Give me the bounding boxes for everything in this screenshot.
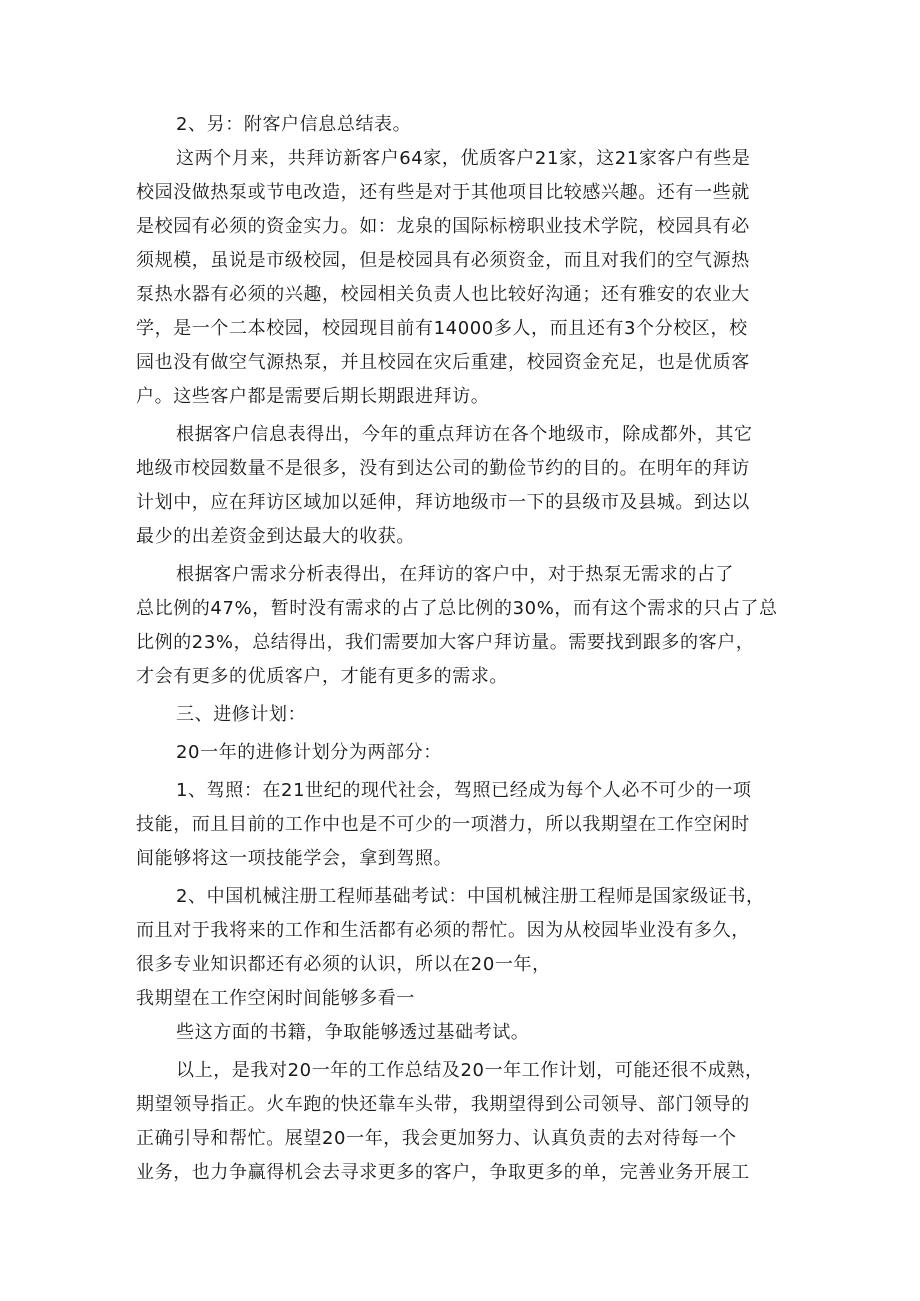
text-line: 2、另：附客户信息总结表。 <box>176 114 412 135</box>
text-line: 20一年的进修计划分为两部分： <box>176 742 442 763</box>
text-line: 园也没有做空气源热泵，并且校园在灾后重建，校园资金充足，也是优质客 <box>136 352 750 373</box>
text-line: 1、驾照：在21世纪的现代社会，驾照已经成为每个人必不可少的一项 <box>176 780 752 801</box>
text-line: 户。这些客户都是需要后期长期跟进拜访。 <box>136 386 490 407</box>
text-line: 才会有更多的优质客户，才能有更多的需求。 <box>136 666 508 687</box>
text-line: 期望领导指正。火车跑的快还靠车头带，我期望得到公司领导、部门领导的 <box>136 1094 750 1115</box>
text-line: 须规模，虽说是市级校园，但是校园具有必须资金，而且对我们的空气源热 <box>136 250 750 271</box>
text-line: 正确引导和帮忙。展望20一年，我会更加努力、认真负责的去对待每一个 <box>136 1128 737 1149</box>
text-line: 学，是一个二本校园，校园现目前有14000多人，而且还有3个分校区，校 <box>136 318 748 339</box>
text-line: 地级市校园数量不是很多，没有到达公司的勤俭节约的目的。在明年的拜访 <box>136 458 750 479</box>
text-line: 很多专业知识都还有必须的认识，所以在20一年， <box>136 954 551 975</box>
text-line: 这两个月来，共拜访新客户64家，优质客户21家，这21家客户有些是 <box>176 148 751 169</box>
text-line: 泵热水器有必须的兴趣，校园相关负责人也比较好沟通；还有雅安的农业大 <box>136 284 750 305</box>
text-line: 以上，是我对20一年的工作总结及20一年工作计划，可能还很不成熟， <box>176 1060 764 1081</box>
text-line: 根据客户需求分析表得出，在拜访的客户中，对于热泵无需求的占了 <box>176 564 734 585</box>
text-line: 最少的出差资金到达最大的收获。 <box>136 526 415 547</box>
text-line: 校园没做热泵或节电改造，还有些是对于其他项目比较感兴趣。还有一些就 <box>136 182 750 203</box>
text-line: 些这方面的书籍，争取能够透过基础考试。 <box>176 1022 530 1043</box>
text-line: 比例的23%，总结得出，我们需要加大客户拜访量。需要找到跟多的客户， <box>136 632 755 653</box>
text-line: 业务，也力争赢得机会去寻求更多的客户，争取更多的单，完善业务开展工 <box>136 1162 750 1183</box>
text-line: 我期望在工作空闲时间能够多看一 <box>136 988 415 1009</box>
text-line: 间能够将这一项技能学会，拿到驾照。 <box>136 848 453 869</box>
section-heading: 三、进修计划： <box>176 704 307 725</box>
text-line: 总比例的47%，暂时没有需求的占了总比例的30%，而有这个需求的只占了总 <box>136 598 778 619</box>
text-line: 2、中国机械注册工程师基础考试：中国机械注册工程师是国家级证书， <box>176 886 765 907</box>
text-line: 计划中，应在拜访区域加以延伸，拜访地级市一下的县级市及县城。到达以 <box>136 492 750 513</box>
text-line: 根据客户信息表得出，今年的重点拜访在各个地级市，除成都外，其它 <box>176 424 753 445</box>
text-line: 是校园有必须的资金实力。如：龙泉的国际标榜职业技术学院，校园具有必 <box>136 216 750 237</box>
text-line: 而且对于我将来的工作和生活都有必须的帮忙。因为从校园毕业没有多久， <box>136 920 750 941</box>
text-line: 技能，而且目前的工作中也是不可少的一项潜力，所以我期望在工作空闲时 <box>136 814 750 835</box>
